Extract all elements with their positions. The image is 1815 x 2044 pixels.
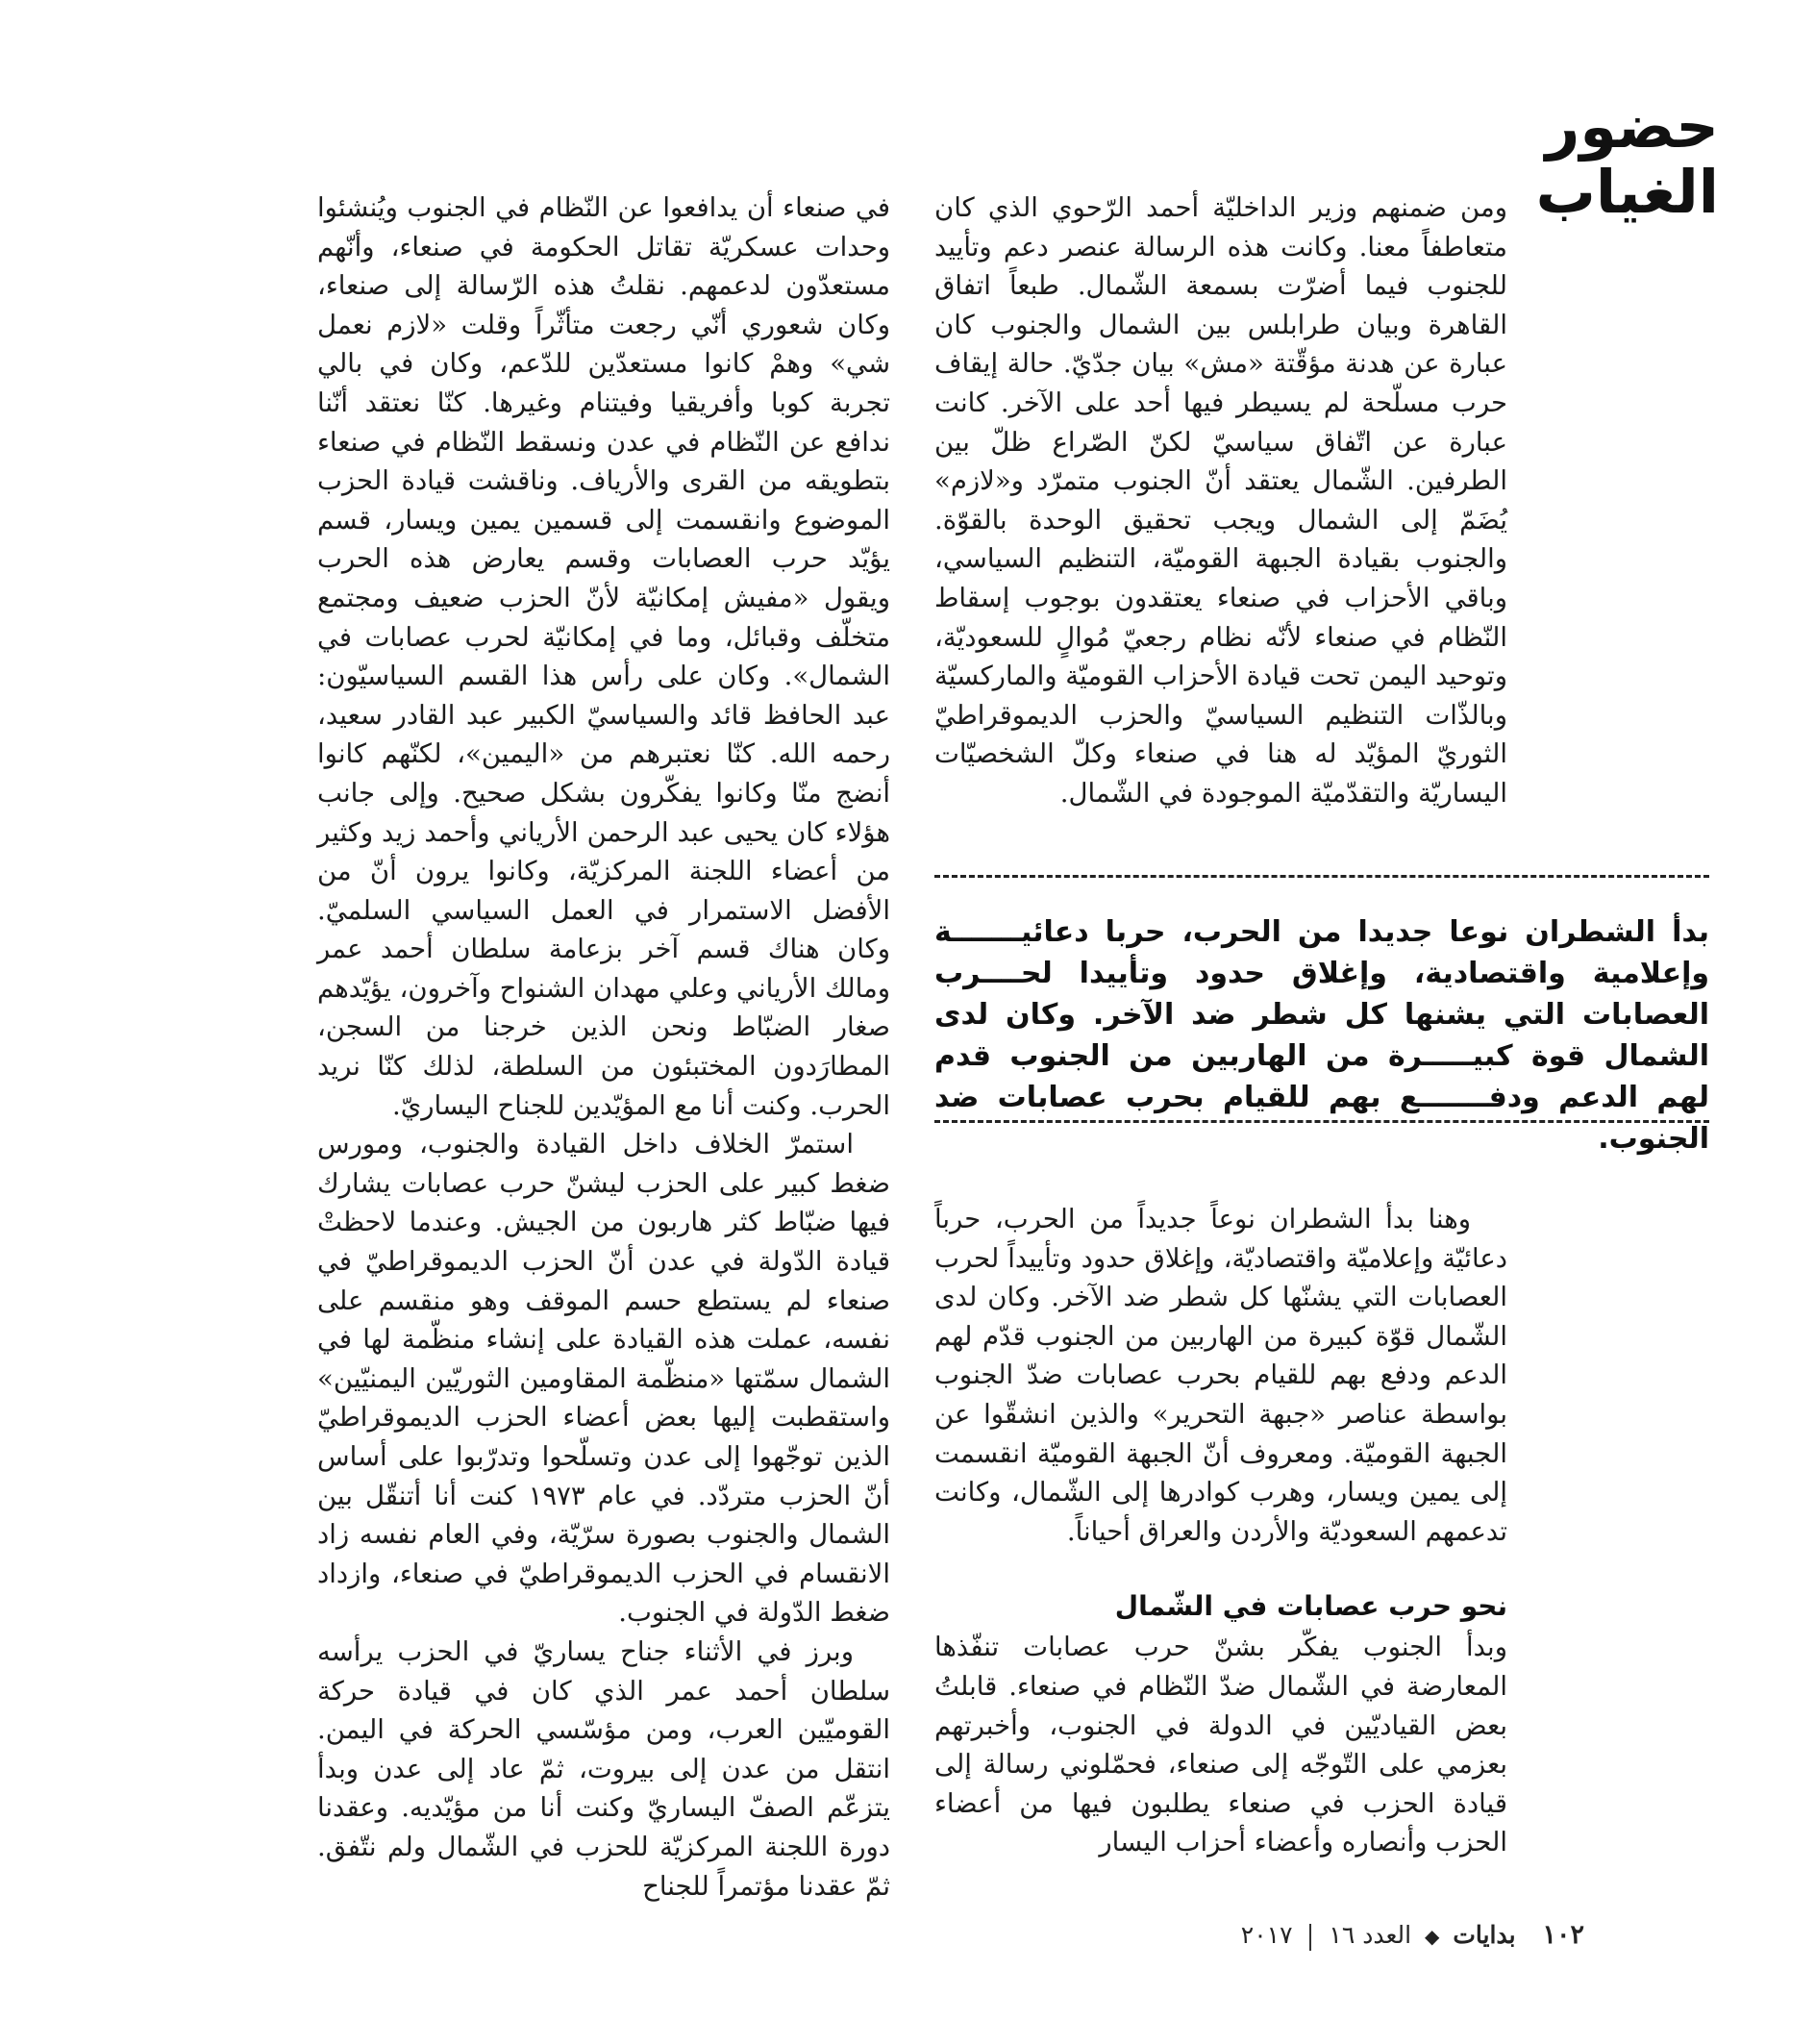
issue-year: ٢٠١٧ [1240, 1921, 1293, 1949]
logo-line-2: الغياب [1535, 157, 1719, 227]
right-column-top [934, 188, 1507, 813]
page-footer [1241, 1921, 1584, 1951]
magazine-name: بدايات [1453, 1921, 1516, 1949]
pull-quote: بدأ الشطران نوعا جديدا من الحرب، حربا دعائيـــــــة وإعلامية واقتصادية، وإغلاق حدود وتأييدا لحــــرب العصابات التي يشنها كل شطر ضد الآخر. وكان لدى الشمال قوة كبيـــــرة من الهاربين من الجنوب قدم لهم الدعم ودفـــــــع بهم للقيام بحرب عصابات ضد الجنوب. [934, 875, 1709, 1123]
paragraph: وبرز في الأثناء جناح يساريّ في الحزب يرأسه سلطان أحمد عمر الذي كان في قيادة حركة القوميّين العرب، ومن مؤسّسي الحركة في اليمن. انتقل من عدن إلى بيروت، ثمّ عاد إلى عدن وبدأ يتزعّم الصفّ اليساريّ وكنت أنا من مؤيّديه. وعقدنا دورة اللجنة المركزيّة للحزب في الشّمال ولم نتّفق. ثمّ عقدنا مؤتمراً للجناح [317, 1635, 890, 1902]
diamond-icon: ◆ [1425, 1925, 1440, 1948]
logo-line-1: حضور [1545, 91, 1719, 162]
paragraph: وبدأ الجنوب يفكّر بشنّ حرب عصابات تنفّذها المعارضة في الشّمال ضدّ النّظام في صنعاء. قابلتُ بعض القياديّين في الدولة في الجنوب، وأخبرتهم بعزمي على التّوجّه إلى صنعاء، فحمّلوني رسالة إلى قيادة الحزب في صنعاء يطلبون فيها من أعضاء الحزب وأنصاره وأعضاء أحزاب اليسار [934, 1632, 1507, 1858]
paragraph: في صنعاء أن يدافعوا عن النّظام في الجنوب ويُنشئوا وحدات عسكريّة تقاتل الحكومة في صنعاء، وأنّهم مستعدّون لدعمهم. نقلتُ هذه الرّسالة إلى صنعاء، وكان شعوري أنّي رجعت متأثّراً وقلت «لازم نعمل شي» وهمْ كانوا مستعدّين للدّعم، وكان في بالي تجربة كوبا وأفريقيا وفيتنام وغيرها. كنّا نعتقد أنّنا ندافع عن النّظام في عدن ونسقط النّظام في صنعاء بتطويقه من القرى والأرياف. وناقشت قيادة الحزب الموضوع وانقسمت إلى قسمين يمين ويسار، قسم يؤيّد حرب العصابات وقسم يعارض هذه الحرب ويقول «مفيش إمكانيّة لأنّ الحزب ضعيف ومجتمع متخلّف وقبائل، وما في إمكانيّة لحرب عصابات في الشمال». وكان على رأس هذا القسم السياسيّون: عبد الحافظ قائد والسياسيّ الكبير عبد القادر سعيد، رحمه الله. كنّا نعتبرهم من «اليمين»، لكنّهم كانوا أنضج منّا وكانوا يفكّرون بشكل صحيح. وإلى جانب هؤلاء كان يحيى عبد الرحمن الأرياني وأحمد زيد وكثير من أعضاء اللجنة المركزيّة، وكانوا يرون أنّ من الأفضل الاستمرار في العمل السياسي السلميّ. وكان هناك قسم آخر بزعامة سلطان أحمد عمر ومالك الأرياني وعلي مهدان الشنواح وآخرون، يؤيّدهم صغار الضبّاط ونحن الذين خرجنا من السجن، المطارَدون المختبئون من السلطة، لذلك كنّا نريد الحرب. وكنت أنا مع المؤيّدين للجناح اليساريّ. [317, 192, 890, 1121]
right-column-bottom [934, 1200, 1507, 1862]
left-column [317, 188, 890, 1906]
separator [1309, 1924, 1311, 1951]
paragraph: ومن ضمنهم وزير الداخليّة أحمد الرّحوي الذي كان متعاطفاً معنا. وكانت هذه الرسالة عنصر دعم وتأييد للجنوب فيما أضرّت بسمعة الشّمال. طبعاً اتفاق القاهرة وبيان طرابلس بين الشمال والجنوب كان عبارة عن هدنة مؤقّتة «مش» بيان جدّيّ. حالة إيقاف حرب مسلّحة لم يسيطر فيها أحد على الآخر. كانت عبارة عن اتّفاق سياسيّ لكنّ الصّراع ظلّ بين الطرفين. الشّمال يعتقد أنّ الجنوب متمرّد و«لازم» يُضَمّ إلى الشمال ويجب تحقيق الوحدة بالقوّة. والجنوب بقيادة الجبهة القوميّة، التنظيم السياسي، وباقي الأحزاب في صنعاء يعتقدون بوجوب إسقاط النّظام في صنعاء لأنّه نظام رجعيّ مُوالٍ للسعوديّة، وتوحيد اليمن تحت قيادة الأحزاب القوميّة والماركسيّة وبالذّات التنظيم السياسيّ والحزب الديموقراطيّ الثوريّ المؤيّد له هنا في صنعاء وكلّ الشخصيّات اليساريّة والتقدّميّة الموجودة في الشّمال. [934, 192, 1507, 809]
page-number: ١٠٢ [1542, 1920, 1584, 1950]
section-logo [1535, 91, 1719, 227]
issue-number: العدد ١٦ [1329, 1921, 1412, 1949]
paragraph: استمرّ الخلاف داخل القيادة والجنوب، ومورس ضغط كبير على الحزب ليشنّ حرب عصابات يشارك فيها ضبّاط كثر هاربون من الجيش. وعندما لاحظتْ قيادة الدّولة في عدن أنّ الحزب الديموقراطيّ في صنعاء لم يستطع حسم الموقف وهو منقسم على نفسه، عملت هذه القيادة على إنشاء منظّمة لها في الشمال سمّتها «منظّمة المقاومين الثوريّين اليمنيّين» واستقطبت إليها بعض أعضاء الحزب الديموقراطيّ الذين توجّهوا إلى عدن وتسلّحوا وتدرّبوا على أساس أنّ الحزب متردّد. في عام ١٩٧٣ كنت أنا أتنقّل بين الشمال والجنوب بصورة سرّيّة، وفي العام نفسه زاد الانقسام في الحزب الديموقراطيّ في صنعاء، وازداد ضغط الدّولة في الجنوب. [317, 1129, 890, 1629]
section-heading: نحو حرب عصابات في الشّمال [1114, 1590, 1507, 1623]
paragraph: وهنا بدأ الشطران نوعاً جديداً من الحرب، حرباً دعائيّة وإعلاميّة واقتصاديّة، وإغلاق حدود وتأييداً لحرب العصابات التي يشنّها كل شطر ضد الآخر. وكان لدى الشّمال قوّة كبيرة من الهاربين من الجنوب قدّم لهم الدعم ودفع بهم للقيام بحرب عصابات ضدّ الجنوب بواسطة عناصر «جبهة التحرير» والذين انشقّوا عن الجبهة القوميّة. ومعروف أنّ الجبهة القوميّة انقسمت إلى يمين ويسار، وهرب كوادرها إلى الشّمال، وكانت تدعمهم السعوديّة والأردن والعراق أحياناً. [934, 1204, 1507, 1547]
